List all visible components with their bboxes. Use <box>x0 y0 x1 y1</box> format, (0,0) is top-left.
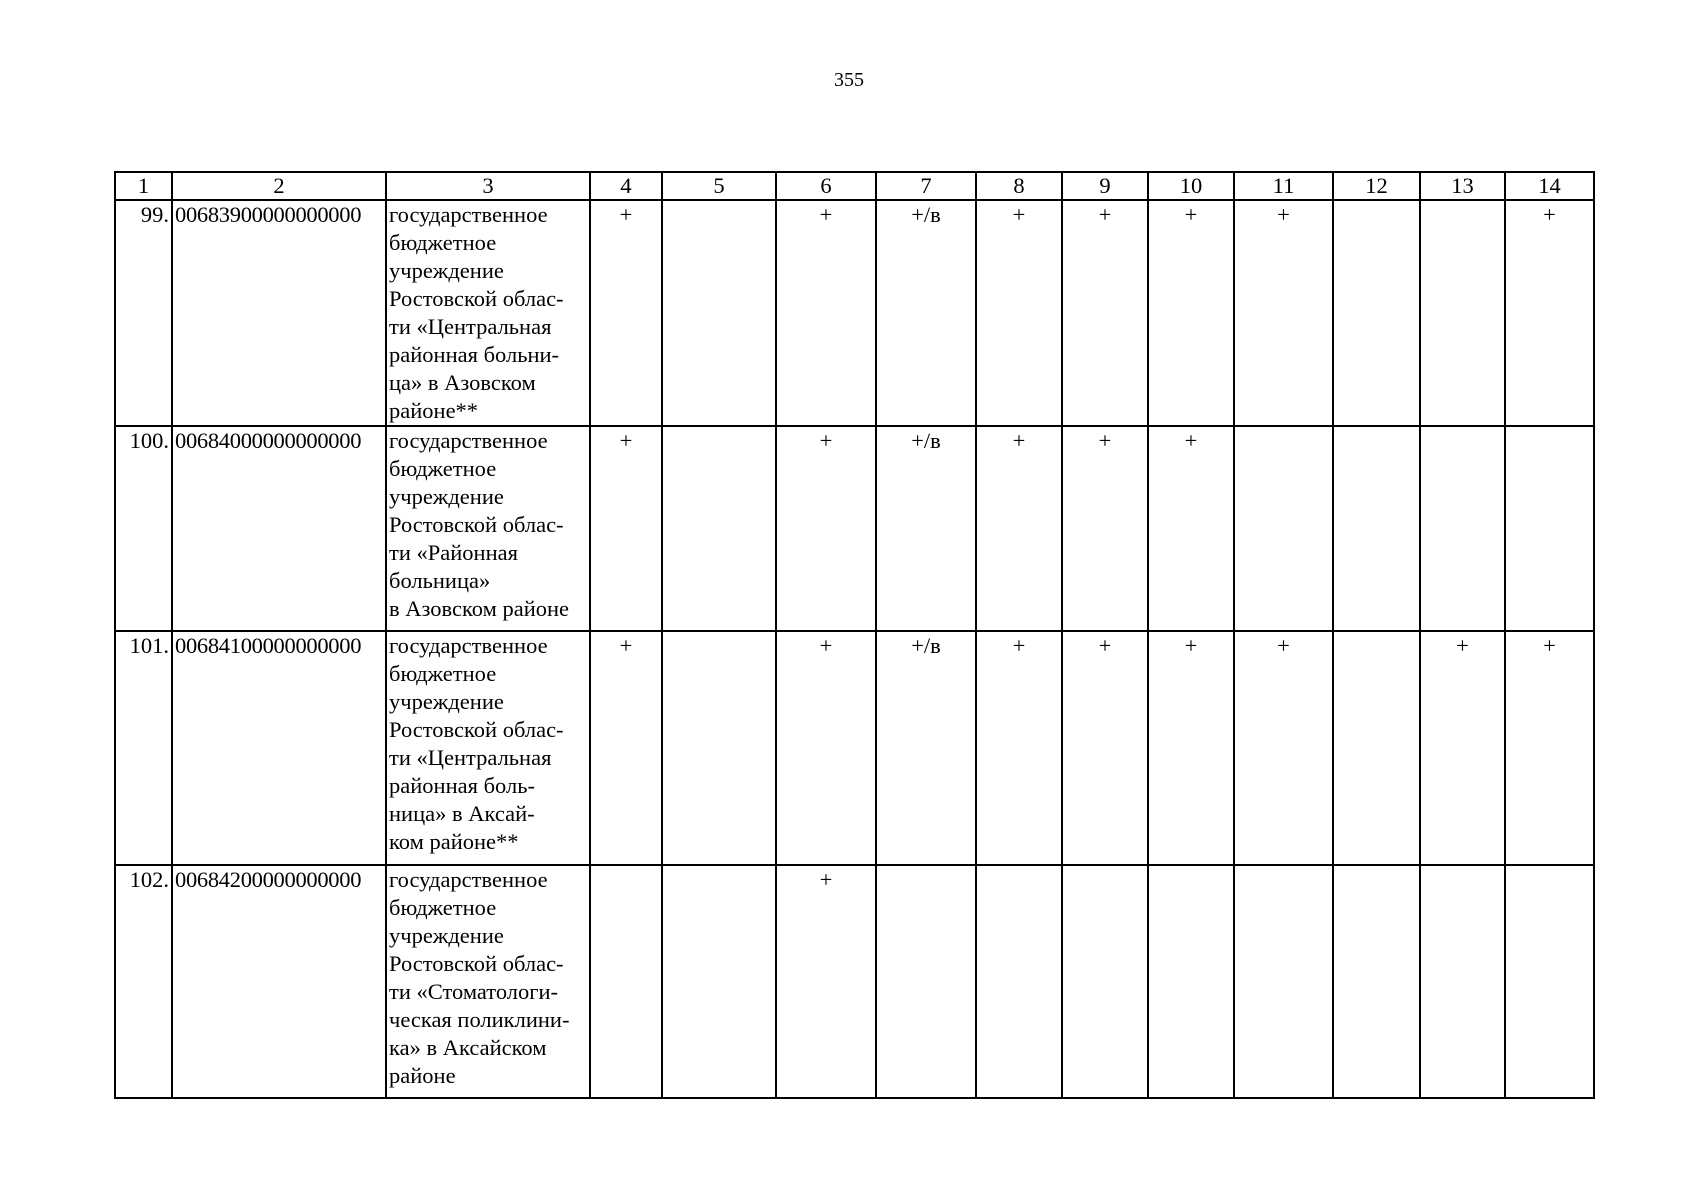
header-cell-8: 8 <box>976 172 1062 200</box>
institution-name-line: ти «Районная <box>389 540 518 565</box>
institution-name-line: Ростовской облас- <box>389 286 564 311</box>
header-cell-9: 9 <box>1062 172 1148 200</box>
institution-name-line: государственное <box>389 202 548 227</box>
header-cell-14: 14 <box>1505 172 1594 200</box>
mark-cell-col-7: +/в <box>876 631 976 865</box>
institution-name-line: бюджетное <box>389 230 497 255</box>
header-cell-1: 1 <box>115 172 172 200</box>
header-row <box>115 172 1594 200</box>
institution-name-line: бюджетное <box>389 661 497 686</box>
mark-cell-col-4 <box>590 865 662 1098</box>
row-number: 102. <box>115 865 172 1098</box>
institution-code: 00684000000000000 <box>172 426 386 631</box>
table-row <box>115 200 1594 426</box>
header-cell-7: 7 <box>876 172 976 200</box>
mark-cell-col-6: + <box>776 200 876 426</box>
institution-code: 00684200000000000 <box>172 865 386 1098</box>
mark-cell-col-7 <box>876 865 976 1098</box>
mark-cell-col-11: + <box>1234 200 1333 426</box>
mark-cell-col-8: + <box>976 426 1062 631</box>
mark-cell-col-8: + <box>976 200 1062 426</box>
institution-name-line: районе <box>389 1063 456 1088</box>
mark-cell-col-10: + <box>1148 631 1234 865</box>
mark-cell-col-9: + <box>1062 426 1148 631</box>
mark-cell-col-9: + <box>1062 200 1148 426</box>
mark-cell-col-14: + <box>1505 200 1594 426</box>
institution-name-line: Ростовской облас- <box>389 951 564 976</box>
mark-cell-col-4: + <box>590 631 662 865</box>
institution-name <box>386 200 590 426</box>
institution-name <box>386 631 590 865</box>
table-body <box>115 200 1594 1098</box>
institution-name <box>386 426 590 631</box>
table-row <box>115 426 1594 631</box>
header-cell-12: 12 <box>1333 172 1420 200</box>
mark-cell-col-13 <box>1420 200 1505 426</box>
mark-cell-col-12 <box>1333 865 1420 1098</box>
mark-cell-col-12 <box>1333 426 1420 631</box>
institution-name-line: Ростовской облас- <box>389 512 564 537</box>
row-number: 99. <box>115 200 172 426</box>
institution-name-line: учреждение <box>389 258 504 283</box>
header-cell-13: 13 <box>1420 172 1505 200</box>
mark-cell-col-8 <box>976 865 1062 1098</box>
row-number: 100. <box>115 426 172 631</box>
institution-name-line: учреждение <box>389 484 504 509</box>
institution-name-line: учреждение <box>389 689 504 714</box>
institution-name-line: ница» в Аксай- <box>389 801 535 826</box>
institution-name-line: государственное <box>389 867 548 892</box>
mark-cell-col-10: + <box>1148 200 1234 426</box>
mark-cell-col-6: + <box>776 631 876 865</box>
mark-cell-col-14 <box>1505 865 1594 1098</box>
mark-cell-col-8: + <box>976 631 1062 865</box>
mark-cell-col-5 <box>662 865 776 1098</box>
mark-cell-col-11 <box>1234 426 1333 631</box>
institution-code: 00683900000000000 <box>172 200 386 426</box>
row-number: 101. <box>115 631 172 865</box>
mark-cell-col-5 <box>662 200 776 426</box>
institution-name-line: учреждение <box>389 923 504 948</box>
mark-cell-col-10 <box>1148 865 1234 1098</box>
mark-cell-col-14: + <box>1505 631 1594 865</box>
institution-name-line: районе** <box>389 398 479 423</box>
table-row <box>115 631 1594 865</box>
mark-cell-col-10: + <box>1148 426 1234 631</box>
mark-cell-col-11: + <box>1234 631 1333 865</box>
mark-cell-col-5 <box>662 631 776 865</box>
mark-cell-col-5 <box>662 426 776 631</box>
institution-name-line: ческая поликлини- <box>389 1007 570 1032</box>
mark-cell-col-6: + <box>776 426 876 631</box>
institution-name-line: Ростовской облас- <box>389 717 564 742</box>
register-table <box>114 171 1595 1099</box>
mark-cell-col-7: +/в <box>876 200 976 426</box>
mark-cell-col-7: +/в <box>876 426 976 631</box>
institution-name-line: государственное <box>389 633 548 658</box>
page-number: 355 <box>834 69 864 91</box>
institution-name <box>386 865 590 1098</box>
header-cell-11: 11 <box>1234 172 1333 200</box>
institution-code: 00684100000000000 <box>172 631 386 865</box>
mark-cell-col-9: + <box>1062 631 1148 865</box>
institution-name-line: государственное <box>389 428 548 453</box>
mark-cell-col-12 <box>1333 631 1420 865</box>
mark-cell-col-6: + <box>776 865 876 1098</box>
table-header <box>115 172 1594 200</box>
mark-cell-col-14 <box>1505 426 1594 631</box>
mark-cell-col-13: + <box>1420 631 1505 865</box>
header-cell-6: 6 <box>776 172 876 200</box>
table-row <box>115 865 1594 1098</box>
mark-cell-col-13 <box>1420 865 1505 1098</box>
header-cell-3: 3 <box>386 172 590 200</box>
institution-name-line: ца» в Азовском <box>389 370 536 395</box>
header-cell-2: 2 <box>172 172 386 200</box>
institution-name-line: ти «Центральная <box>389 745 552 770</box>
header-cell-5: 5 <box>662 172 776 200</box>
mark-cell-col-12 <box>1333 200 1420 426</box>
institution-name-line: ти «Центральная <box>389 314 552 339</box>
header-cell-10: 10 <box>1148 172 1234 200</box>
institution-name-line: районная больни- <box>389 342 560 367</box>
mark-cell-col-11 <box>1234 865 1333 1098</box>
institution-name-line: бюджетное <box>389 895 497 920</box>
mark-cell-col-4: + <box>590 200 662 426</box>
header-cell-4: 4 <box>590 172 662 200</box>
mark-cell-col-13 <box>1420 426 1505 631</box>
institution-name-line: ком районе** <box>389 829 519 854</box>
mark-cell-col-4: + <box>590 426 662 631</box>
mark-cell-col-9 <box>1062 865 1148 1098</box>
institution-name-line: бюджетное <box>389 456 497 481</box>
institution-name-line: в Азовском районе <box>389 596 570 621</box>
institution-name-line: ка» в Аксайском <box>389 1035 547 1060</box>
institution-name-line: больница» <box>389 568 491 593</box>
institution-name-line: ти «Стоматологи- <box>389 979 559 1004</box>
institution-name-line: районная боль- <box>389 773 535 798</box>
